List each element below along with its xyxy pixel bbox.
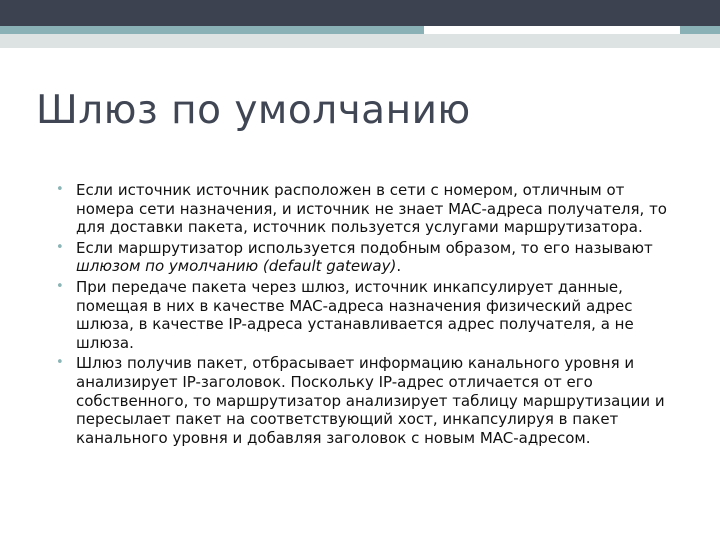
bullet-text-italic: шлюзом по умолчанию (default gateway) xyxy=(76,257,397,276)
bullet-item xyxy=(56,239,676,276)
bullet-icon: • xyxy=(56,182,64,197)
bullet-item xyxy=(56,181,676,237)
bullet-text-end: . xyxy=(396,257,402,276)
bullet-text: Если маршрутизатор используется подобным образом, то его называют xyxy=(76,238,653,257)
bullet-item xyxy=(56,354,676,447)
header-bar-light-left xyxy=(0,34,424,48)
bullet-list xyxy=(56,181,676,449)
header-bar-dark xyxy=(0,0,720,26)
header-bar-teal-left xyxy=(0,26,424,34)
bullet-item xyxy=(56,278,676,352)
bullet-icon: • xyxy=(56,355,64,371)
header-bar-light-right xyxy=(424,34,720,48)
slide-title: Шлюз по умолчанию xyxy=(36,88,471,133)
bullet-icon: • xyxy=(56,278,64,294)
bullet-text: При передаче пакета через шлюз, источник инкапсулирует данные, помещая в них в качестве MAC-адреса назначения физический адрес шлюза, в качестве IP-адреса устанавливается адрес получателя, а не шлюза. xyxy=(76,277,634,352)
bullet-text: Если источник источник расположен в сети с номером, отличным от номера сети назначения, и источник не знает MAC-адреса получателя, то для доставки пакета, источник пользуется услугами маршрутизатора. xyxy=(76,181,667,237)
header-bar-teal-right xyxy=(680,26,720,34)
bullet-text: Шлюз получив пакет, отбрасывает информацию канального уровня и анализирует IP-заголовок. Поскольку IP-адрес отличается от его собственного, то маршрутизатор анализирует таблицу маршрутизации и пересылает пакет на соответствующий хост, инкапсулируя в пакет канального уровня и добавляя заголовок с новым MAC-адресом. xyxy=(76,354,665,447)
bullet-icon: • xyxy=(56,239,64,255)
